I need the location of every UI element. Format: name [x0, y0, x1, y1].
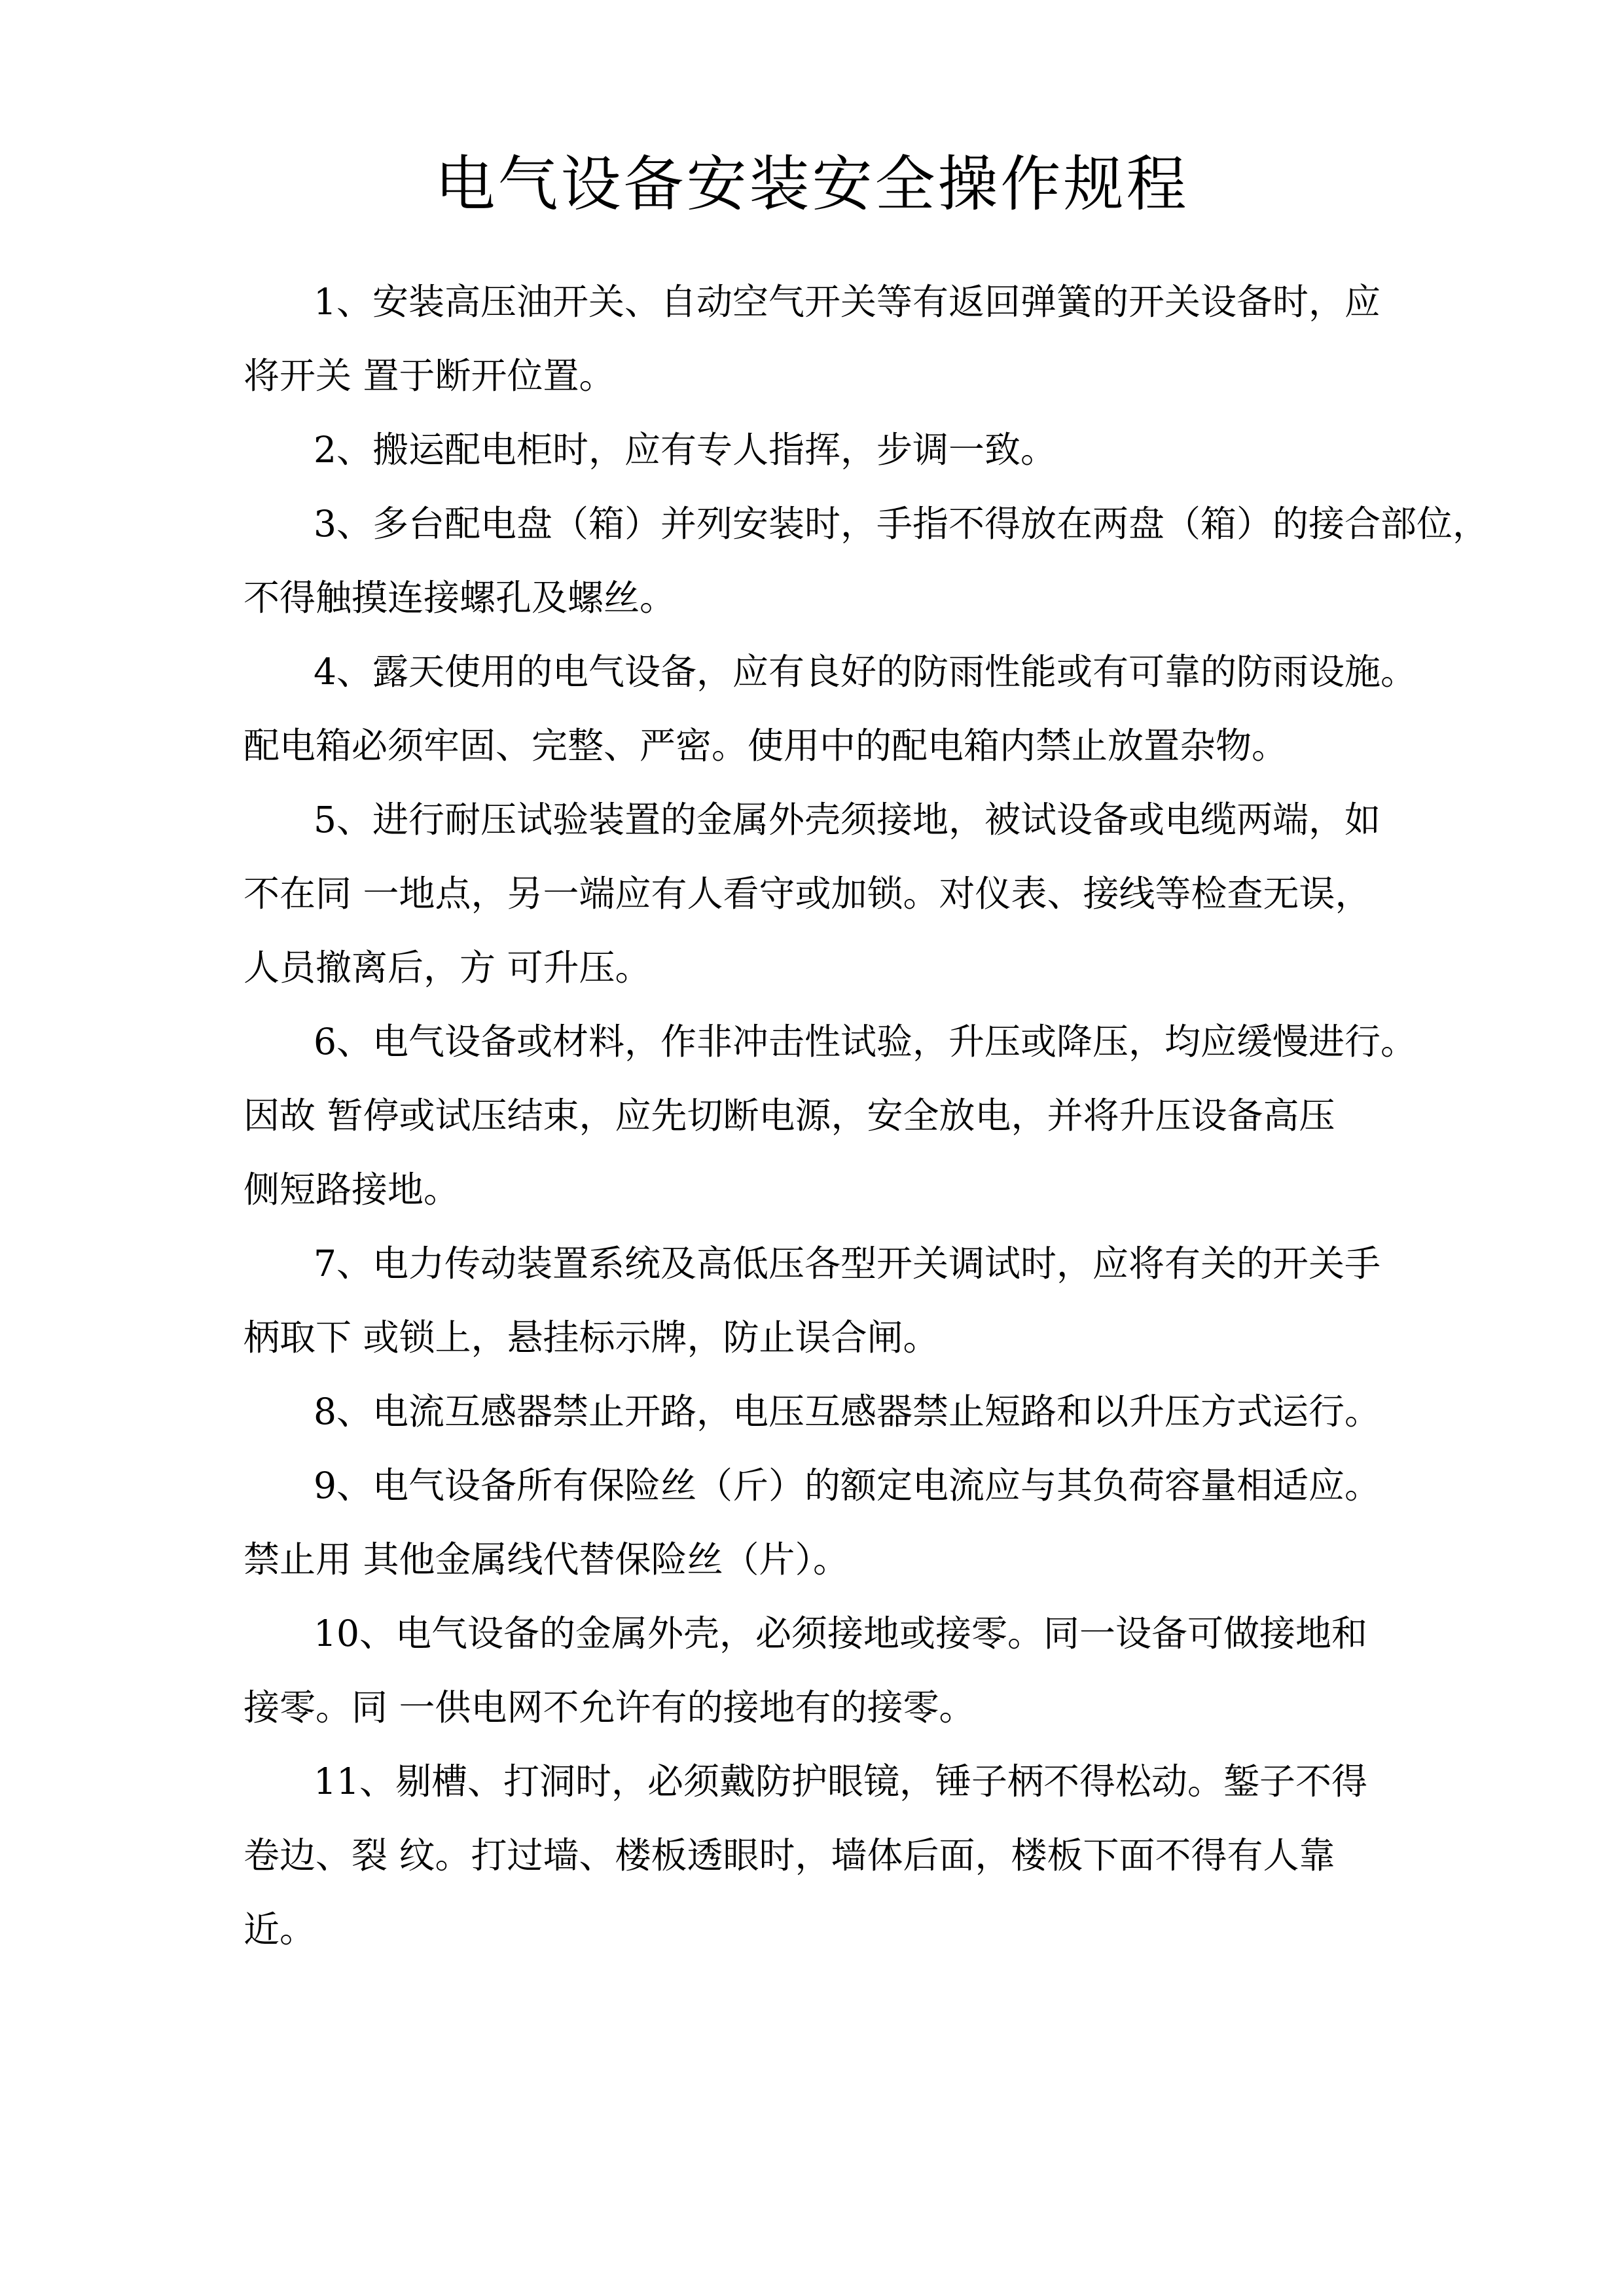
- paragraph-7: [244, 1227, 1612, 1375]
- paragraph-line: 7、电力传动装置系统及高低压各型开关调试时，应将有关的开关手: [314, 1243, 1380, 1285]
- paragraph-9: [244, 1449, 1612, 1597]
- paragraph-line: 2、搬运配电柜时，应有专人指挥，步调一致。: [314, 429, 1056, 471]
- paragraph-5: [244, 783, 1612, 1005]
- paragraph-line: 禁止用 其他金属线代替保险丝（片）。: [244, 1539, 849, 1580]
- paragraph-line: 配电箱必须牢固、完整、严密。使用中的配电箱内禁止放置杂物。: [244, 725, 1288, 767]
- document-body: [244, 265, 1612, 1967]
- paragraph-line: 4、露天使用的电气设备，应有良好的防雨性能或有可靠的防雨设施。: [314, 651, 1416, 693]
- paragraph-line: 因故 暂停或试压结束，应先切断电源，安全放电，并将升压设备高压: [244, 1095, 1335, 1137]
- paragraph-line: 侧短路接地。: [244, 1169, 460, 1211]
- page-title: 电气设备安装安全操作规程: [435, 149, 1189, 219]
- paragraph-line: 人员撤离后，方 可升压。: [244, 947, 651, 989]
- paragraph-line: 3、多台配电盘（箱）并列安装时，手指不得放在两盘（箱）的接合部位，: [314, 503, 1489, 545]
- paragraph-line: 柄取下 或锁上，悬挂标示牌，防止误合闸。: [244, 1317, 939, 1358]
- paragraph-4: [244, 635, 1612, 783]
- paragraph-line: 不在同 一地点，另一端应有人看守或加锁。对仪表、接线等检查无误，: [244, 873, 1371, 915]
- paragraph-line: 1、安装高压油开关、自动空气开关等有返回弹簧的开关设备时，应: [314, 281, 1380, 323]
- paragraph-line: 5、进行耐压试验装置的金属外壳须接地，被试设备或电缆两端，如: [314, 799, 1380, 841]
- paragraph-1: [244, 265, 1612, 413]
- paragraph-6: [244, 1005, 1612, 1227]
- paragraph-line: 11、剔槽、打洞时，必须戴防护眼镜，锤子柄不得松动。錾子不得: [314, 1760, 1367, 1802]
- paragraph-line: 将开关 置于断开位置。: [244, 355, 615, 397]
- paragraph-line: 8、电流互感器禁止开路，电压互感器禁止短路和以升压方式运行。: [314, 1391, 1380, 1432]
- paragraph-line: 卷边、裂 纹。打过墙、楼板透眼时，墙体后面，楼板下面不得有人靠: [244, 1834, 1335, 1876]
- paragraph-8: [244, 1375, 1612, 1449]
- paragraph-line: 近。: [244, 1908, 316, 1950]
- paragraph-line: 接零。同 一供电网不允许有的接地有的接零。: [244, 1686, 975, 1728]
- paragraph-10: [244, 1597, 1612, 1745]
- paragraph-3: [244, 487, 1612, 635]
- paragraph-2: [244, 413, 1612, 487]
- paragraph-11: [244, 1745, 1612, 1967]
- paragraph-line: 不得触摸连接螺孔及螺丝。: [244, 577, 676, 619]
- paragraph-line: 9、电气设备所有保险丝（斤）的额定电流应与其负荷容量相适应。: [314, 1465, 1380, 1506]
- paragraph-line: 6、电气设备或材料，作非冲击性试验，升压或降压，均应缓慢进行。: [314, 1021, 1416, 1063]
- paragraph-line: 10、电气设备的金属外壳，必须接地或接零。同一设备可做接地和: [314, 1613, 1367, 1654]
